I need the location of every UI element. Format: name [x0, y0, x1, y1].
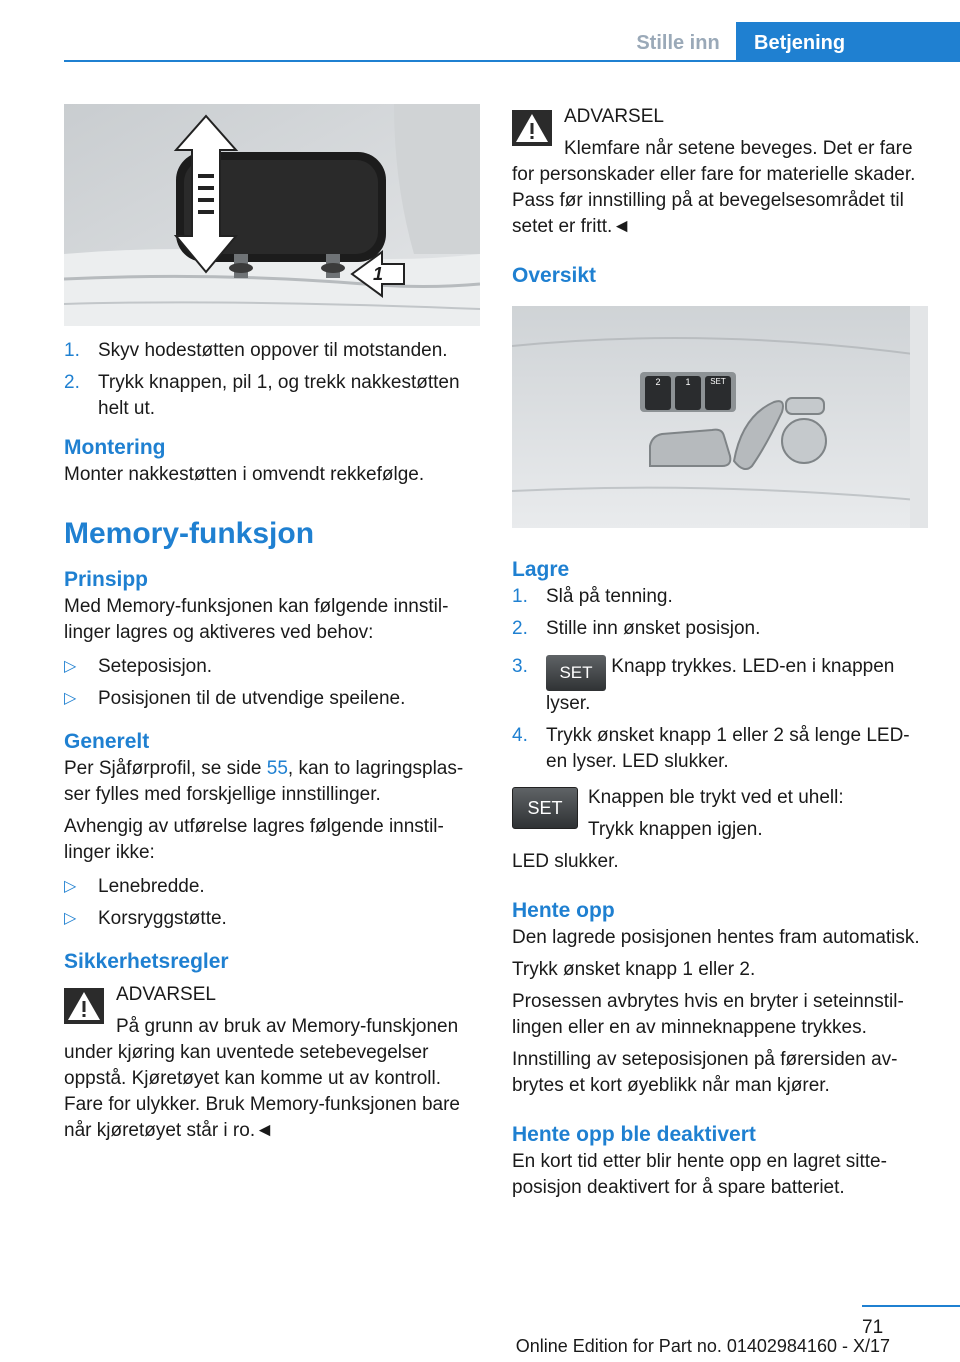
- warning-label: ADVARSEL: [116, 984, 216, 1005]
- list-item: ▷ Seteposisjon.: [64, 656, 213, 677]
- warning-text-first: Klemfare når setene beveges. Det er fare: [564, 138, 913, 159]
- warning-triangle-icon: [64, 988, 104, 1024]
- prinsipp-text: Med Memory-funksjonen kan følgende innstillinger lagres og aktiveres ved behov:: [64, 596, 449, 643]
- generelt-text-2: Avhengig av utførelse lagres følgende innstillinger ikke:: [64, 816, 444, 863]
- hente-deaktivert-heading: Hente opp ble deaktivert: [512, 1123, 756, 1146]
- clamp-warning: [512, 104, 928, 240]
- list-item: 4. Trykk ønsket knapp 1 eller 2 så lenge LED-en lyser. LED slukker.: [512, 725, 910, 772]
- warning-text: under kjøring kan uventede setebevegelser oppstå. Kjøretøyet kan komme ut av kontroll. Fare for ulykker. Bruk Memory-funksjonen bare når kjøretøyet står i ro.◄: [64, 1042, 460, 1141]
- hente-opp-heading: Hente opp: [512, 899, 615, 922]
- hente-deaktivert-text: En kort tid etter blir hente opp en lagret sitteposisjon deaktivert for å spare batteriet.: [512, 1151, 887, 1198]
- right-column: [512, 104, 928, 1201]
- lagre-steps: [512, 584, 928, 775]
- footer-rule: [862, 1305, 960, 1307]
- prinsipp-list: [64, 654, 480, 712]
- list-item: ▷ Korsryggstøtte.: [64, 908, 227, 929]
- montering-heading: Montering: [64, 436, 166, 459]
- list-item: ▷ Posisjonen til de utvendige speilene.: [64, 688, 406, 709]
- list-item: ▷ Lenebredde.: [64, 876, 205, 897]
- hente-opp-text-3: Prosessen avbrytes hvis en bryter i seteinnstillingen eller en av minneknappene trykkes.: [512, 991, 904, 1038]
- note-line-2: Trykk knappen igjen.: [588, 819, 763, 840]
- set-button-icon: SET: [512, 787, 578, 829]
- warning-triangle-icon: [512, 110, 552, 146]
- list-item: 1. Slå på tenning.: [512, 586, 673, 607]
- photo-callout-label: 1: [372, 264, 383, 284]
- list-item: 2. Trykk knappen, pil 1, og trekk nakkestøtten helt ut.: [64, 372, 460, 419]
- generelt-text: Per Sjåførprofil, se side 55, kan to lagringsplasser fylles med forskjellige innstillinger.: [64, 758, 464, 805]
- sikkerhet-heading: Sikkerhetsregler: [64, 950, 229, 973]
- montering-text: Monter nakkestøtten i omvendt rekkefølge.: [64, 464, 425, 485]
- prinsipp-heading: Prinsipp: [64, 568, 149, 591]
- hente-opp-text-1: Den lagrede posisjonen hentes fram automatisk.: [512, 927, 920, 948]
- hente-opp-text-4: Innstilling av seteposisjonen på førersiden avbrytes et kort øyeblikk når man kjører.: [512, 1049, 898, 1096]
- note-after: LED slukker.: [512, 851, 619, 872]
- seat-controls-photo: [512, 306, 928, 528]
- header-tab-section[interactable]: Stille inn: [636, 32, 720, 54]
- memory-warning: [64, 982, 480, 1144]
- left-column: [64, 104, 480, 1144]
- footer-edition: Online Edition for Part no. 01402984160 - X/17: [515, 1336, 890, 1356]
- list-item: 1. Skyv hodestøtten oppover til motstanden.: [64, 340, 448, 361]
- list-item: 3. SET Knapp trykkes. LED-en i knappen lyser.: [512, 656, 895, 714]
- page-number: 71: [862, 1317, 884, 1338]
- generelt-list: [64, 874, 480, 932]
- photo-button-set-label: SET: [710, 377, 726, 386]
- header-tab-chapter[interactable]: Betjening: [736, 22, 960, 62]
- headrest-photo: [64, 104, 480, 326]
- memory-heading: Memory-funksjon: [64, 517, 315, 550]
- warning-text-first: På grunn av bruk av Memory-funskjonen: [116, 1016, 459, 1037]
- headrest-steps: [64, 338, 480, 422]
- oversikt-heading: Oversikt: [512, 264, 597, 287]
- list-item: 2. Stille inn ønsket posisjon.: [512, 618, 761, 639]
- photo-button-2-label: 2: [655, 377, 661, 387]
- page-link[interactable]: 55: [266, 758, 288, 779]
- warning-label: ADVARSEL: [564, 106, 664, 127]
- warning-text: for personskader eller fare for materielle skader. Pass før innstilling på at bevegelsesområdet til setet er fritt.◄: [512, 164, 916, 237]
- header-rule: [64, 60, 960, 62]
- lagre-heading: Lagre: [512, 558, 570, 581]
- set-button-icon: SET: [546, 655, 606, 691]
- hente-opp-text-2: Trykk ønsket knapp 1 eller 2.: [512, 959, 756, 980]
- set-note: [512, 785, 928, 843]
- generelt-heading: Generelt: [64, 730, 150, 753]
- note-line-1: Knappen ble trykt ved et uhell:: [588, 787, 844, 808]
- photo-button-1-label: 1: [685, 377, 691, 387]
